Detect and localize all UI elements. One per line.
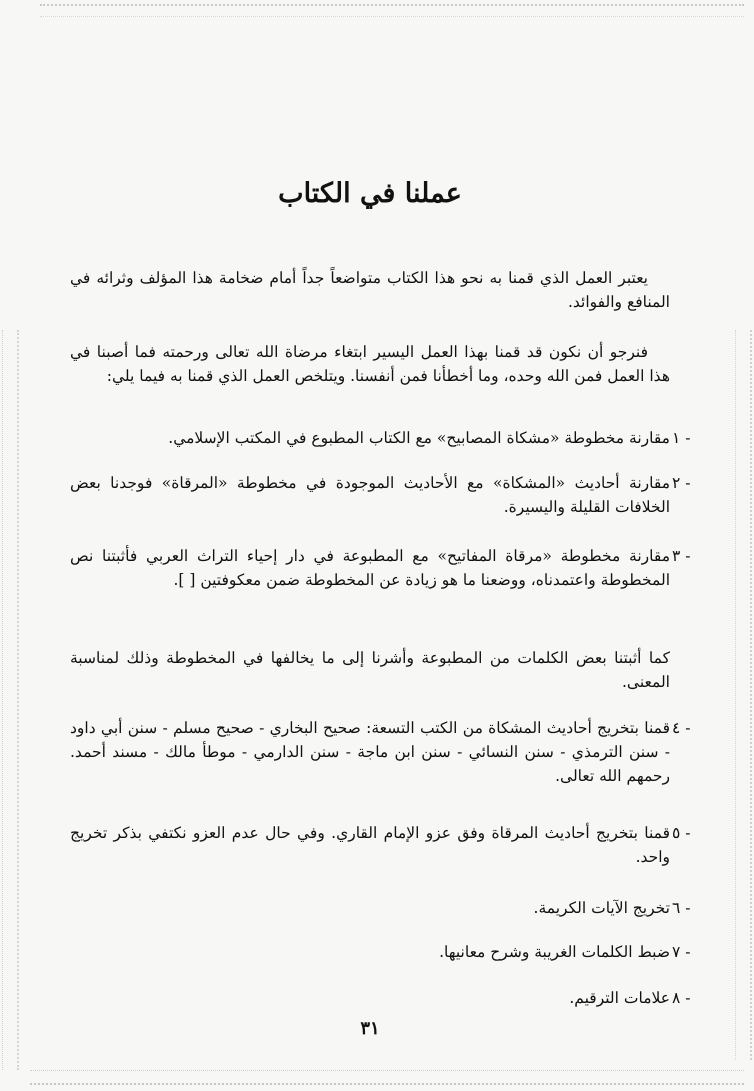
decorative-border-left	[2, 330, 19, 1070]
decorative-border-right	[735, 330, 752, 1060]
item-text: كما أثبتنا بعض الكلمات من المطبوعة وأشرنا إلى ما يخالفها في المخطوطة وذلك لمناسبة المعنى.	[70, 649, 670, 691]
item-number: ٥ -	[672, 824, 691, 842]
page-title: عملنا في الكتاب	[278, 178, 462, 209]
list-item	[70, 986, 691, 1010]
intro-paragraph: يعتبر العمل الذي قمنا به نحو هذا الكتاب متواضعاً جداً أمام ضخامة هذا المؤلف وثرائه في المنافع والفوائد.	[70, 269, 670, 311]
list-item	[70, 716, 691, 788]
list-item	[70, 896, 691, 920]
list-item	[70, 940, 691, 964]
list-item	[70, 544, 691, 592]
list-item	[70, 646, 670, 694]
item-text: مقارنة أحاديث «المشكاة» مع الأحاديث الموجودة في مخطوطة «المرقاة» فوجدنا بعض الخلافات القليلة واليسيرة.	[70, 474, 670, 516]
method-paragraph: فنرجو أن نكون قد قمنا بهذا العمل اليسير ابتغاء مرضاة الله تعالى ورحمته فما أصبنا في هذا العمل فمن الله وحده، وما أخطأنا فمن أنفسنا. ويتلخص العمل الذي قمنا به فيما يلي:	[70, 343, 670, 385]
item-number: ٤ -	[672, 719, 691, 737]
item-number: ٢ -	[672, 474, 691, 492]
item-text: ضبط الكلمات الغريبة وشرح معانيها.	[439, 943, 670, 961]
item-number: ٣ -	[672, 547, 691, 565]
item-number: ١ -	[672, 429, 691, 447]
item-text: قمنا بتخريج أحاديث المرقاة وفق عزو الإمام القاري. وفي حال عدم العزو نكتفي بذكر تخريج واحد.	[70, 824, 670, 866]
list-item	[70, 471, 691, 519]
item-text: تخريج الآيات الكريمة.	[533, 899, 670, 917]
list-item	[70, 821, 691, 869]
page-content	[70, 0, 691, 1091]
item-text: قمنا بتخريج أحاديث المشكاة من الكتب التسعة: صحيح البخاري - صحيح مسلم - سنن أبي داود - سنن الترمذي - سنن النسائي - سنن ابن ماجة - سنن الدارمي - موطأ مالك - مسند أحمد. رحمهم الله تعالى.	[70, 719, 670, 785]
item-text: علامات الترقيم.	[569, 989, 670, 1007]
item-text: مقارنة مخطوطة «مشكاة المصابيح» مع الكتاب المطبوع في المكتب الإسلامي.	[168, 429, 670, 447]
item-number: ٦ -	[672, 899, 691, 917]
page-number: ٣١	[360, 1018, 380, 1039]
item-text: مقارنة مخطوطة «مرقاة المفاتيح» مع المطبوعة في دار إحياء التراث العربي فأثبتنا نص المخطوطة واعتمدناه، ووضعنا ما هو زيادة عن المخطوطة ضمن معكوفتين [ ].	[70, 547, 670, 589]
list-item	[70, 426, 691, 450]
item-number: ٨ -	[672, 989, 691, 1007]
item-number: ٧ -	[672, 943, 691, 961]
